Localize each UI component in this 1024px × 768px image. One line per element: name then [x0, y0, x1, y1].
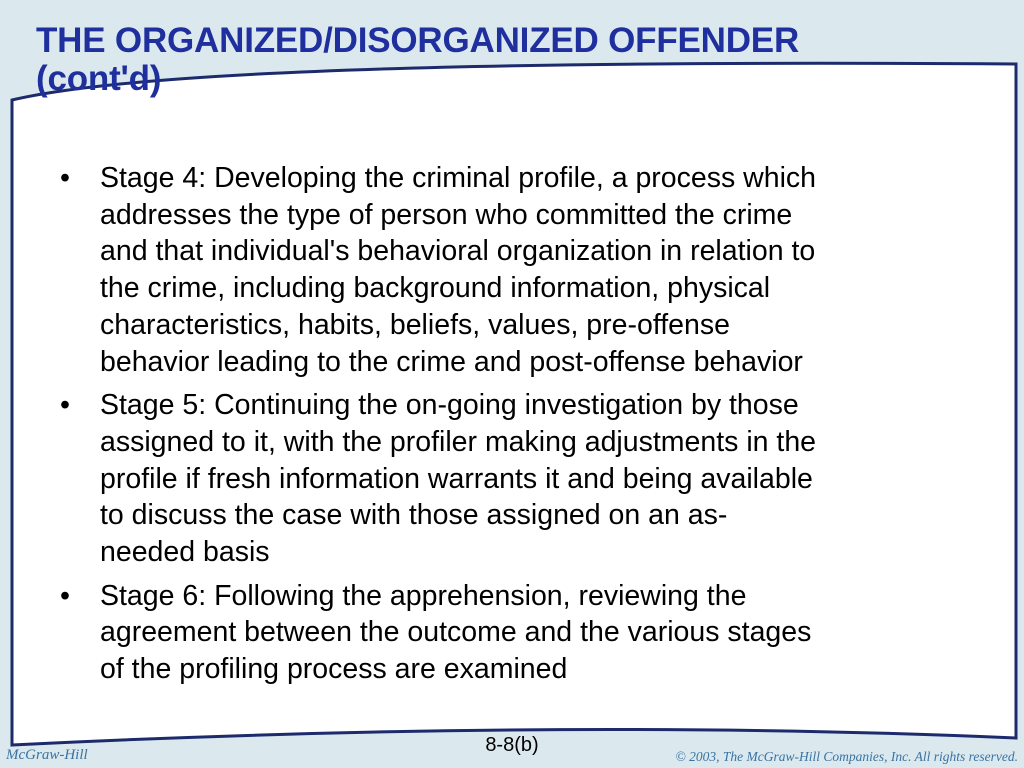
bullet-item-stage-4 — [58, 160, 970, 380]
bullet-line: and that individual's behavioral organization in relation to — [100, 235, 816, 268]
slide-number: 8-8(b) — [485, 734, 539, 756]
bullet-icon: • — [60, 579, 70, 612]
bullet-line: assigned to it, with the profiler making adjustments in the — [100, 425, 817, 458]
bullet-line: characteristics, habits, beliefs, values, pre-offense — [100, 308, 730, 341]
bullet-item-stage-5 — [58, 387, 970, 571]
bullet-line: the crime, including background information, physical — [100, 272, 771, 305]
slide-title-line-2: (cont'd) — [36, 59, 162, 98]
bullet-item-stage-6 — [58, 578, 970, 688]
copyright-notice: © 2003, The McGraw-Hill Companies, Inc. All rights reserved. — [675, 749, 1018, 764]
bullet-list — [58, 160, 970, 695]
bullet-line: addresses the type of person who committed the crime — [100, 198, 793, 231]
bullet-icon: • — [60, 162, 70, 194]
bullet-line: agreement between the outcome and the various stages — [100, 616, 812, 649]
bullet-line: profile if fresh information warrants it and being available — [100, 462, 813, 495]
slide-title — [36, 22, 799, 98]
bullet-line: Stage 5: Continuing the on-going investigation by those — [100, 389, 799, 422]
bullet-line: Stage 4: Developing the criminal profile, a process which — [100, 162, 817, 194]
bullet-line: of the profiling process are examined — [100, 653, 568, 686]
bullet-line: needed basis — [100, 536, 270, 569]
bullet-icon: • — [60, 389, 70, 422]
publisher-label: McGraw-Hill — [6, 747, 88, 763]
bullet-line: Stage 6: Following the apprehension, reviewing the — [100, 579, 747, 612]
bullet-line: behavior leading to the crime and post-offense behavior — [100, 345, 803, 378]
bullet-line: to discuss the case with those assigned on an as- — [100, 499, 728, 532]
slide-title-line-1: THE ORGANIZED/DISORGANIZED OFFENDER — [36, 21, 800, 60]
